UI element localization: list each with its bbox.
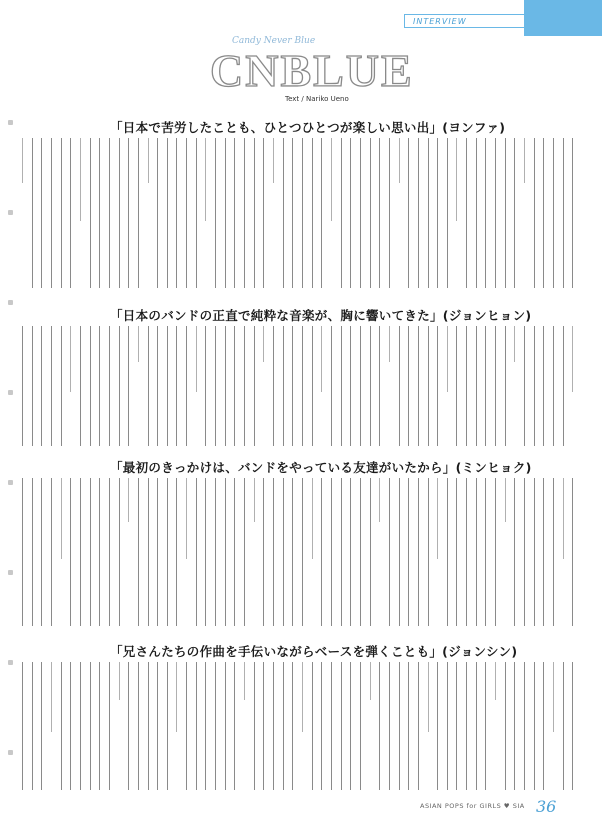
text-column — [263, 478, 272, 626]
text-column — [148, 662, 157, 790]
text-column — [244, 478, 253, 626]
text-column — [205, 478, 214, 626]
text-column — [534, 138, 543, 288]
text-column — [157, 478, 166, 626]
text-column — [244, 138, 253, 288]
text-column — [476, 326, 485, 446]
text-column — [22, 326, 31, 446]
text-column — [254, 478, 263, 522]
text-column — [370, 478, 379, 626]
text-column — [99, 326, 108, 446]
text-column — [360, 662, 369, 790]
text-column — [379, 662, 388, 790]
text-column — [51, 326, 60, 446]
text-column — [70, 662, 79, 790]
text-column — [341, 478, 350, 626]
text-column — [99, 478, 108, 626]
text-column — [186, 326, 195, 446]
text-column — [456, 138, 465, 221]
text-column — [157, 138, 166, 288]
text-column — [399, 478, 408, 626]
text-column — [428, 138, 437, 288]
text-column — [331, 478, 340, 626]
text-column — [176, 478, 185, 626]
text-column — [283, 662, 292, 790]
text-column — [283, 478, 292, 626]
margin-tick — [8, 570, 13, 575]
text-column — [456, 478, 465, 626]
text-column — [331, 662, 340, 790]
text-column — [254, 326, 263, 446]
section-tab: INTERVIEW — [404, 14, 574, 28]
text-column — [428, 326, 437, 446]
text-column — [312, 326, 321, 446]
text-column — [389, 138, 398, 288]
text-column — [176, 662, 185, 732]
text-column — [148, 326, 157, 446]
text-column — [109, 326, 118, 446]
text-column — [360, 138, 369, 288]
text-column — [466, 662, 475, 790]
text-column — [505, 662, 514, 790]
text-column — [379, 478, 388, 522]
section-heading-1: 「日本で苦労したことも、ひとつひとつが楽しい思い出」(ヨンファ) — [110, 120, 506, 135]
text-column — [350, 326, 359, 446]
text-column — [553, 662, 562, 732]
text-column — [109, 138, 118, 288]
text-column — [408, 662, 417, 790]
text-column — [553, 478, 562, 626]
text-column — [399, 138, 408, 183]
text-column — [254, 138, 263, 288]
text-column — [553, 326, 562, 446]
text-column — [263, 138, 272, 288]
text-column — [196, 478, 205, 626]
section-heading-2: 「日本のバンドの正直で純粋な音楽が、胸に響いてきた」(ジョンヒョン) — [110, 308, 532, 323]
text-column — [370, 662, 379, 700]
text-column — [447, 662, 456, 790]
text-column — [205, 138, 214, 221]
text-column — [321, 662, 330, 790]
text-column — [350, 478, 359, 626]
margin-tick — [8, 210, 13, 215]
text-column — [418, 662, 427, 790]
text-column — [543, 662, 552, 790]
magazine-name: ASIAN POPS for GIRLS ♥ SIA — [420, 802, 525, 810]
text-column — [476, 662, 485, 790]
text-column — [350, 662, 359, 790]
text-column — [534, 478, 543, 626]
page-number: 36 — [536, 797, 557, 816]
interview-text-block-3 — [22, 478, 582, 626]
text-column — [41, 478, 50, 626]
text-column — [341, 138, 350, 288]
text-column — [302, 662, 311, 732]
text-column — [514, 326, 523, 362]
text-column — [263, 326, 272, 362]
text-column — [514, 478, 523, 626]
text-column — [157, 326, 166, 446]
text-column — [90, 662, 99, 790]
text-column — [234, 662, 243, 790]
section-heading-4: 「兄さんたちの作曲を手伝いながらベースを弾くことも」(ジョンシン) — [110, 644, 518, 659]
text-column — [331, 138, 340, 221]
text-column — [485, 662, 494, 790]
text-column — [572, 662, 581, 790]
text-credit: Text / Nariko Ueno — [285, 95, 349, 103]
text-column — [399, 662, 408, 790]
text-column — [138, 138, 147, 288]
text-column — [225, 662, 234, 790]
text-column — [61, 662, 70, 790]
text-column — [514, 662, 523, 790]
text-column — [225, 326, 234, 446]
text-column — [90, 326, 99, 446]
text-column — [428, 662, 437, 732]
text-column — [148, 478, 157, 626]
text-column — [292, 326, 301, 446]
text-column — [273, 326, 282, 446]
text-column — [119, 662, 128, 700]
text-column — [341, 662, 350, 790]
text-column — [572, 478, 581, 626]
text-column — [350, 138, 359, 288]
text-column — [22, 138, 31, 183]
text-column — [331, 326, 340, 446]
text-column — [138, 478, 147, 626]
margin-tick — [8, 480, 13, 485]
text-column — [524, 478, 533, 626]
text-column — [90, 478, 99, 626]
text-column — [167, 662, 176, 790]
text-column — [234, 478, 243, 626]
text-column — [263, 662, 272, 790]
text-column — [70, 326, 79, 392]
text-column — [466, 326, 475, 446]
text-column — [234, 138, 243, 288]
text-column — [215, 662, 224, 790]
text-column — [543, 138, 552, 288]
text-column — [61, 138, 70, 288]
text-column — [273, 478, 282, 626]
text-column — [524, 138, 533, 183]
text-column — [51, 662, 60, 732]
text-column — [205, 662, 214, 790]
text-column — [80, 478, 89, 626]
margin-tick — [8, 390, 13, 395]
text-column — [495, 326, 504, 446]
text-column — [524, 326, 533, 446]
text-column — [244, 662, 253, 700]
interview-text-block-1 — [22, 138, 582, 288]
text-column — [51, 478, 60, 626]
text-column — [447, 326, 456, 392]
text-column — [292, 478, 301, 626]
text-column — [167, 478, 176, 626]
text-column — [563, 138, 572, 288]
text-column — [99, 138, 108, 288]
text-column — [428, 478, 437, 626]
text-column — [524, 662, 533, 790]
text-column — [196, 326, 205, 392]
text-column — [138, 326, 147, 362]
logo-subtitle: Candy Never Blue — [232, 36, 316, 46]
text-column — [186, 138, 195, 288]
text-column — [234, 326, 243, 446]
text-column — [437, 478, 446, 559]
text-column — [292, 138, 301, 288]
text-column — [495, 662, 504, 700]
text-column — [360, 326, 369, 446]
text-column — [254, 662, 263, 790]
text-column — [563, 326, 572, 446]
text-column — [80, 662, 89, 790]
text-column — [302, 478, 311, 626]
text-column — [563, 662, 572, 790]
text-column — [447, 478, 456, 626]
text-column — [572, 326, 581, 392]
text-column — [22, 478, 31, 626]
text-column — [90, 138, 99, 288]
text-column — [292, 662, 301, 790]
text-column — [215, 138, 224, 288]
text-column — [302, 326, 311, 446]
text-column — [379, 138, 388, 288]
text-column — [215, 326, 224, 446]
text-column — [437, 662, 446, 790]
text-column — [543, 326, 552, 446]
text-column — [534, 326, 543, 446]
text-column — [109, 662, 118, 790]
text-column — [505, 478, 514, 522]
text-column — [505, 326, 514, 446]
text-column — [312, 478, 321, 559]
text-column — [418, 478, 427, 626]
text-column — [244, 326, 253, 446]
margin-tick — [8, 120, 13, 125]
text-column — [360, 478, 369, 626]
text-column — [80, 326, 89, 446]
text-column — [389, 326, 398, 362]
text-column — [485, 326, 494, 446]
text-column — [51, 138, 60, 288]
text-column — [476, 478, 485, 626]
text-column — [466, 478, 475, 626]
text-column — [495, 138, 504, 288]
margin-decoration — [8, 120, 12, 760]
text-column — [370, 326, 379, 446]
text-column — [205, 326, 214, 446]
text-column — [176, 138, 185, 288]
text-column — [495, 478, 504, 626]
text-column — [456, 326, 465, 446]
text-column — [553, 138, 562, 288]
text-column — [196, 662, 205, 790]
text-column — [70, 478, 79, 626]
text-column — [485, 138, 494, 288]
margin-tick — [8, 660, 13, 665]
text-column — [321, 478, 330, 626]
text-column — [370, 138, 379, 288]
text-column — [61, 478, 70, 559]
interview-text-block-4 — [22, 662, 582, 790]
text-column — [157, 662, 166, 790]
text-column — [466, 138, 475, 288]
text-column — [273, 662, 282, 790]
text-column — [572, 138, 581, 288]
text-column — [186, 662, 195, 790]
text-column — [534, 662, 543, 790]
band-logo: CNBLUE — [210, 45, 414, 96]
text-column — [418, 138, 427, 288]
text-column — [196, 138, 205, 288]
text-column — [128, 138, 137, 288]
text-column — [408, 478, 417, 626]
text-column — [138, 662, 147, 790]
text-column — [119, 478, 128, 626]
text-column — [283, 138, 292, 288]
text-column — [302, 138, 311, 288]
text-column — [186, 478, 195, 559]
text-column — [176, 326, 185, 446]
text-column — [109, 478, 118, 626]
text-column — [32, 478, 41, 626]
text-column — [119, 138, 128, 288]
text-column — [321, 138, 330, 288]
text-column — [41, 326, 50, 446]
text-column — [283, 326, 292, 446]
text-column — [456, 662, 465, 790]
text-column — [61, 326, 70, 446]
text-column — [399, 326, 408, 446]
text-column — [119, 326, 128, 446]
text-column — [321, 326, 330, 392]
text-column — [543, 478, 552, 626]
text-column — [99, 662, 108, 790]
text-column — [408, 138, 417, 288]
text-column — [32, 326, 41, 446]
margin-tick — [8, 750, 13, 755]
text-column — [563, 478, 572, 559]
section-heading-3: 「最初のきっかけは、バンドをやっている友達がいたから」(ミンヒョク) — [110, 460, 532, 475]
text-column — [80, 138, 89, 221]
text-column — [341, 326, 350, 446]
text-column — [389, 478, 398, 626]
text-column — [32, 662, 41, 790]
text-column — [389, 662, 398, 790]
text-column — [437, 138, 446, 288]
text-column — [485, 478, 494, 626]
text-column — [273, 138, 282, 183]
text-column — [167, 326, 176, 446]
text-column — [476, 138, 485, 288]
text-column — [128, 478, 137, 522]
text-column — [447, 138, 456, 288]
text-column — [505, 138, 514, 288]
text-column — [32, 138, 41, 288]
text-column — [418, 326, 427, 446]
text-column — [437, 326, 446, 446]
text-column — [41, 662, 50, 790]
text-column — [70, 138, 79, 288]
text-column — [408, 326, 417, 446]
text-column — [22, 662, 31, 790]
text-column — [312, 138, 321, 288]
text-column — [215, 478, 224, 626]
text-column — [379, 326, 388, 446]
interview-text-block-2 — [22, 326, 582, 446]
text-column — [167, 138, 176, 288]
text-column — [225, 138, 234, 288]
text-column — [312, 662, 321, 790]
text-column — [128, 326, 137, 446]
text-column — [225, 478, 234, 626]
text-column — [514, 138, 523, 288]
text-column — [128, 662, 137, 790]
text-column — [41, 138, 50, 288]
margin-tick — [8, 300, 13, 305]
text-column — [148, 138, 157, 183]
